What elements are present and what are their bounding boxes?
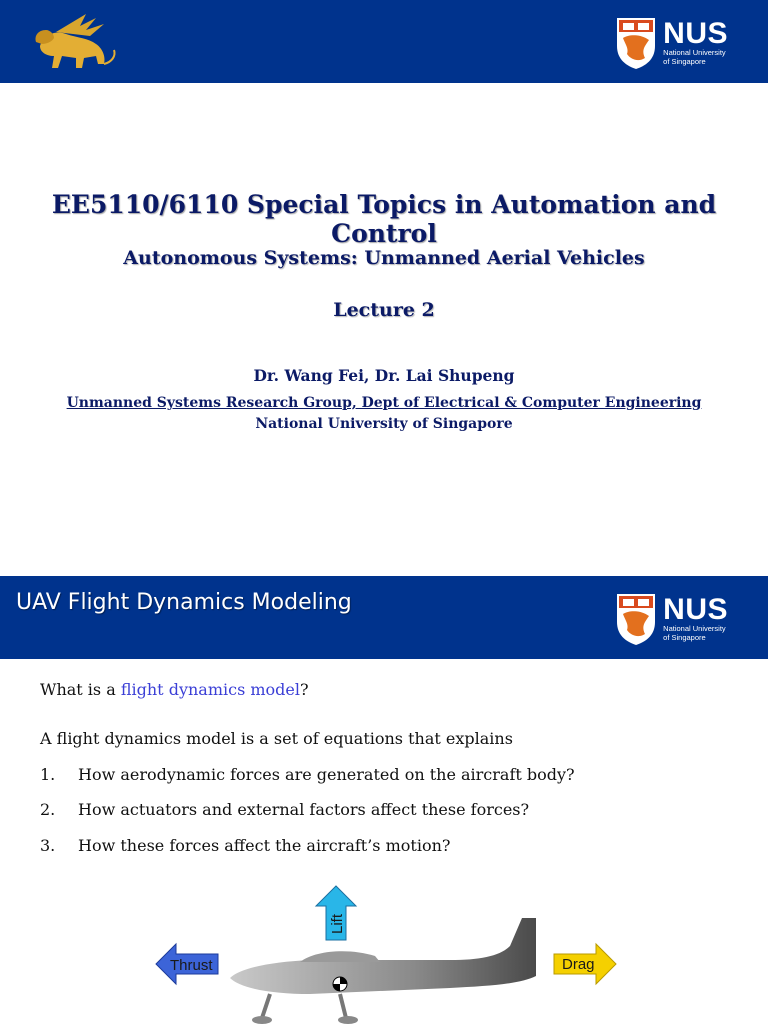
research-group-link[interactable]: Unmanned Systems Research Group, Dept of Electrical & Computer Engineering [66,395,702,411]
list-text: How aerodynamic forces are generated on the aircraft body? [78,765,575,784]
nus-crest-icon [615,592,657,646]
nus-logo [615,16,728,70]
lion-logo-icon [26,12,122,74]
nus-subtitle-line2: of Singapore [663,57,706,66]
drag-arrow [554,944,616,984]
question-prefix: What is a [40,680,121,699]
authors: Dr. Wang Fei, Dr. Lai Shupeng [253,366,515,385]
list-number: 1. [40,765,56,784]
list-text: How actuators and external factors affect these forces? [78,800,530,819]
nus-subtitle-line2: of Singapore [663,633,706,642]
aircraft-canopy [300,951,380,962]
thrust-arrow [156,944,218,984]
content-slide [0,576,768,1024]
intro-text: A flight dynamics model is a set of equations that explains [40,729,513,748]
list-number: 2. [40,800,56,819]
thrust-label: Thrust [170,957,213,974]
nus-wordmark [663,17,728,66]
nus-wordmark-text: NUS [663,17,728,50]
question [40,680,309,699]
question-highlight: flight dynamics model [120,680,300,699]
aircraft-body [230,918,536,994]
course-subtitle: Autonomous Systems: Unmanned Aerial Vehicles [123,247,645,269]
nus-crest-icon [615,16,657,70]
nus-subtitle-line1: National University [663,48,726,57]
question-suffix: ? [300,680,309,699]
drag-label: Drag [562,956,595,973]
list-item [40,836,450,855]
lift-arrow [316,886,356,940]
aircraft-forces-diagram [150,876,630,1024]
list-item [40,765,575,784]
lecture-number: Lecture 2 [333,299,435,321]
slide-title: UAV Flight Dynamics Modeling [16,590,352,615]
list-item [40,800,529,819]
list-number: 3. [40,836,56,855]
nus-logo [615,592,728,646]
header-banner [0,0,768,83]
list-text: How these forces affect the aircraft’s motion? [78,836,451,855]
lift-label: Lift [329,913,346,934]
aircraft-landing-gear [262,994,346,1018]
nus-wordmark [663,593,728,642]
university-name: National University of Singapore [255,416,513,432]
nus-subtitle-line1: National University [663,624,726,633]
center-of-gravity-icon [333,977,347,991]
header-banner [0,576,768,659]
nus-wordmark-text: NUS [663,593,728,626]
course-title: EE5110/6110 Special Topics in Automation and Control [51,190,717,248]
